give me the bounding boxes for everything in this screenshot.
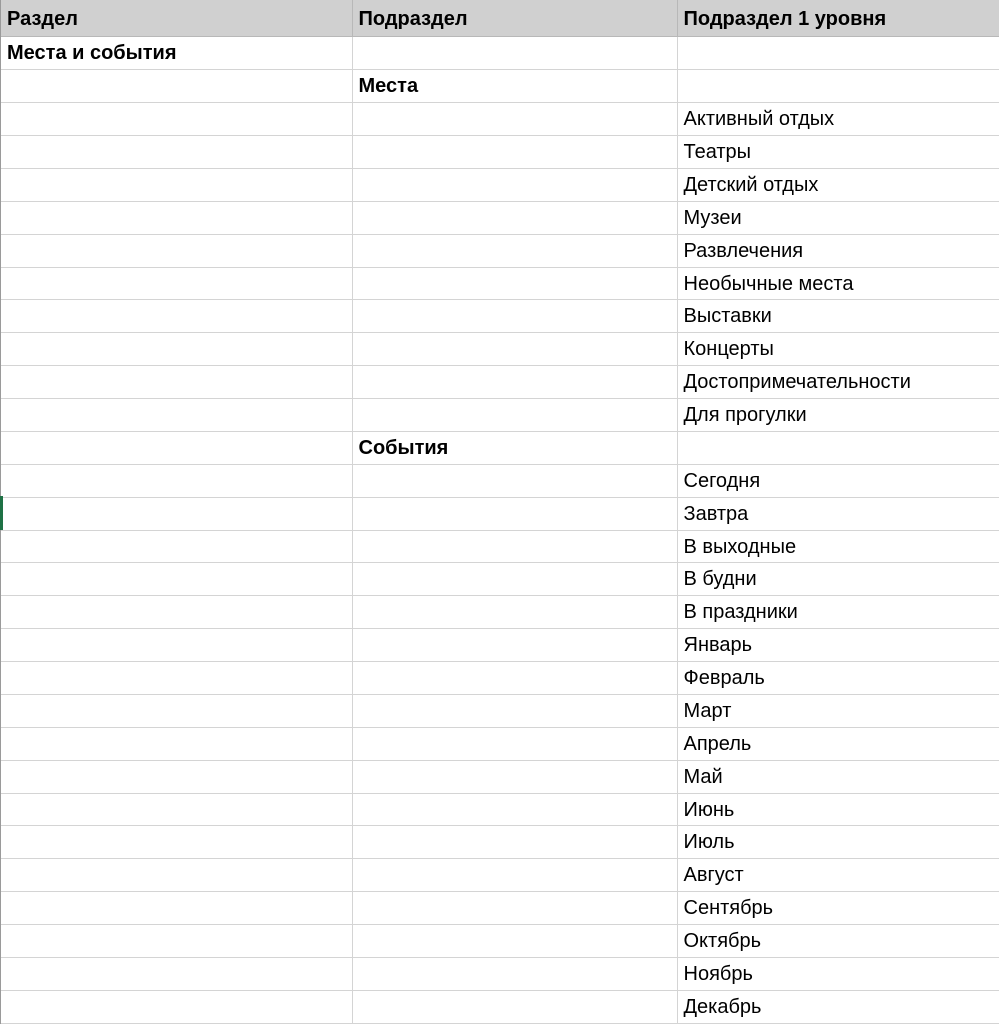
section-cell[interactable] [0,826,352,859]
subsection-cell[interactable] [352,103,677,136]
table-row [0,990,999,1023]
section-cell[interactable] [0,530,352,563]
subsection-level-1-cell[interactable]: Достопримечательности [677,366,999,399]
active-row-marker [0,496,3,530]
table-row [0,103,999,136]
subsection-cell[interactable] [352,694,677,727]
header-row [0,0,999,37]
section-cell[interactable] [0,596,352,629]
subsection-level-1-cell[interactable]: Май [677,760,999,793]
subsection-level-1-cell[interactable]: Завтра [677,497,999,530]
table-row [0,300,999,333]
subsection-level-1-cell[interactable]: Октябрь [677,925,999,958]
table-row [0,168,999,201]
subsection-cell[interactable] [352,990,677,1023]
table-row [0,366,999,399]
subsection-level-1-cell[interactable]: Февраль [677,662,999,695]
table-row [0,37,999,70]
subsection-cell[interactable] [352,563,677,596]
subsection-cell[interactable] [352,662,677,695]
subsection-level-1-cell[interactable]: Активный отдых [677,103,999,136]
section-cell[interactable] [0,727,352,760]
subsection-level-1-cell[interactable]: Апрель [677,727,999,760]
section-cell[interactable] [0,563,352,596]
subsection-level-1-cell[interactable]: Сентябрь [677,892,999,925]
subsection-cell[interactable] [352,629,677,662]
section-cell[interactable] [0,168,352,201]
subsection-cell[interactable]: Места [352,70,677,103]
table-row [0,201,999,234]
subsection-level-1-cell[interactable]: Декабрь [677,990,999,1023]
table-row [0,596,999,629]
subsection-cell[interactable] [352,859,677,892]
header-cell-section[interactable]: Раздел [0,0,352,37]
subsection-level-1-cell[interactable]: Развлечения [677,234,999,267]
subsection-cell[interactable] [352,168,677,201]
table-row [0,662,999,695]
subsection-level-1-cell[interactable]: Ноябрь [677,957,999,990]
section-cell[interactable] [0,267,352,300]
table-row [0,629,999,662]
subsection-cell[interactable] [352,366,677,399]
subsection-level-1-cell[interactable]: Январь [677,629,999,662]
subsection-cell[interactable] [352,957,677,990]
section-cell[interactable] [0,859,352,892]
subsection-cell[interactable] [352,136,677,169]
section-cell[interactable] [0,136,352,169]
subsection-level-1-cell[interactable]: Выставки [677,300,999,333]
section-cell[interactable] [0,300,352,333]
subsection-level-1-cell[interactable]: В выходные [677,530,999,563]
table-row [0,530,999,563]
table-row [0,727,999,760]
section-cell[interactable] [0,694,352,727]
header-cell-subsection[interactable]: Подраздел [352,0,677,37]
table-row [0,925,999,958]
subsection-cell[interactable] [352,37,677,70]
subsection-cell[interactable] [352,201,677,234]
section-cell[interactable] [0,793,352,826]
table-row [0,892,999,925]
table-row [0,399,999,432]
section-cell[interactable] [0,990,352,1023]
subsection-cell[interactable]: События [352,431,677,464]
section-cell[interactable] [0,760,352,793]
subsection-cell[interactable] [352,596,677,629]
table-row [0,760,999,793]
subsection-level-1-cell[interactable]: Июль [677,826,999,859]
section-cell[interactable] [0,333,352,366]
table-row [0,70,999,103]
table-row [0,694,999,727]
subsection-level-1-cell[interactable]: Детский отдых [677,168,999,201]
subsection-cell[interactable] [352,760,677,793]
subsection-level-1-cell[interactable]: Август [677,859,999,892]
section-cell[interactable] [0,662,352,695]
subsection-cell[interactable] [352,464,677,497]
section-cell[interactable] [0,366,352,399]
table-row [0,826,999,859]
subsection-level-1-cell[interactable] [677,37,999,70]
section-cell[interactable] [0,70,352,103]
section-cell[interactable] [0,201,352,234]
section-cell[interactable] [0,892,352,925]
subsection-level-1-cell[interactable]: Июнь [677,793,999,826]
section-cell[interactable] [0,629,352,662]
subsection-cell[interactable] [352,530,677,563]
subsection-level-1-cell[interactable]: Март [677,694,999,727]
subsection-cell[interactable] [352,300,677,333]
subsection-cell[interactable] [352,925,677,958]
subsection-cell[interactable] [352,234,677,267]
subsection-level-1-cell[interactable]: Музеи [677,201,999,234]
table-row [0,957,999,990]
table-row [0,464,999,497]
section-cell[interactable] [0,464,352,497]
table-row [0,431,999,464]
section-cell[interactable] [0,234,352,267]
subsection-cell[interactable] [352,399,677,432]
table-row [0,793,999,826]
table-row [0,333,999,366]
section-cell[interactable]: Места и события [0,37,352,70]
section-cell[interactable] [0,497,352,530]
section-cell[interactable] [0,103,352,136]
subsection-level-1-cell[interactable]: Для прогулки [677,399,999,432]
section-cell[interactable] [0,431,352,464]
subsection-cell[interactable] [352,497,677,530]
subsection-cell[interactable] [352,892,677,925]
subsection-level-1-cell[interactable]: Театры [677,136,999,169]
subsection-level-1-cell[interactable] [677,70,999,103]
subsection-level-1-cell[interactable]: Концерты [677,333,999,366]
subsection-level-1-cell[interactable]: В праздники [677,596,999,629]
table-row [0,859,999,892]
section-cell[interactable] [0,957,352,990]
table-row [0,563,999,596]
section-cell[interactable] [0,399,352,432]
subsection-cell[interactable] [352,727,677,760]
header-cell-subsection-level-1[interactable]: Подраздел 1 уровня [677,0,999,37]
subsection-cell[interactable] [352,826,677,859]
subsection-level-1-cell[interactable] [677,431,999,464]
subsection-cell[interactable] [352,267,677,300]
table-row [0,136,999,169]
subsection-cell[interactable] [352,333,677,366]
section-cell[interactable] [0,925,352,958]
subsection-level-1-cell[interactable]: В будни [677,563,999,596]
table-row [0,497,999,530]
subsection-level-1-cell[interactable]: Необычные места [677,267,999,300]
table-row [0,234,999,267]
subsection-cell[interactable] [352,793,677,826]
subsection-level-1-cell[interactable]: Сегодня [677,464,999,497]
table-row [0,267,999,300]
